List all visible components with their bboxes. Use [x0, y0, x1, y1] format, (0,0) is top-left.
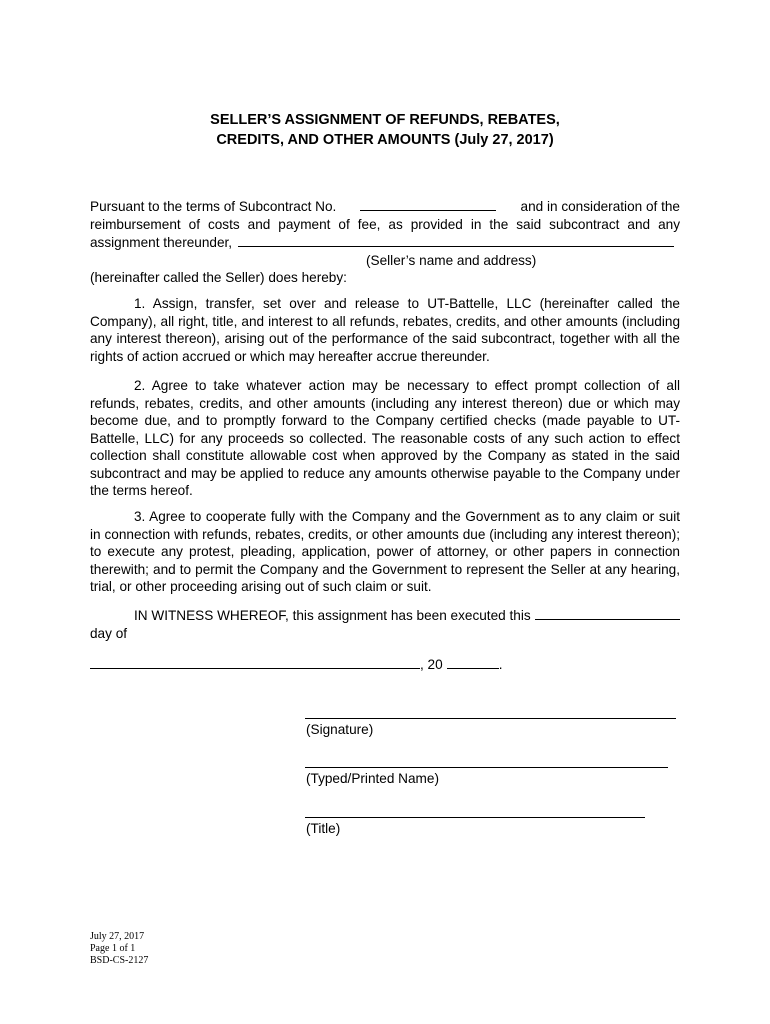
subcontract-number-field[interactable]: [360, 197, 496, 211]
intro-text-1a: Pursuant to the terms of Subcontract No.: [90, 199, 337, 214]
intro-text-2: reimbursement of costs and payment of fee, as provided in the said subcontract and any: [90, 216, 680, 232]
footer-page-number: Page 1 of 1: [90, 943, 136, 954]
paragraph-2: [90, 377, 680, 500]
para2-line-5: collection shall constitute allowable cost when approved by the Company as stated in the said: [90, 448, 680, 463]
intro-text-3: assignment thereunder,: [90, 235, 233, 250]
para2-line-6: subcontract and may be applied to reduce any amounts otherwise payable to the Company under: [90, 465, 680, 481]
para1-line-3: any interest thereon), arising out of the performance of the said subcontract, together with all the: [90, 331, 680, 346]
execution-day-field[interactable]: [535, 606, 680, 620]
witness-text: IN WITNESS WHEREOF, this assignment has been executed this: [134, 608, 531, 623]
para2-line-7: the terms hereof.: [90, 483, 193, 498]
title-line-1: SELLER’S ASSIGNMENT OF REFUNDS, REBATES,: [210, 112, 560, 128]
para2-line-3: become due, and to promptly forward to the Company certified checks (made payable to UT-: [90, 413, 680, 428]
para2-line-2: refunds, rebates, credits, and other amounts (including any interest thereon) due or which may: [90, 395, 680, 411]
para3-line-5: trial, or other proceeding arising out of such claim or suit.: [90, 579, 432, 594]
footer-form-code: BSD-CS-2127: [90, 955, 149, 966]
para3-line-4: therewith; and to permit the Company and the Government to represent the Seller at any hearing,: [90, 561, 680, 577]
execution-month-field[interactable]: [90, 655, 420, 669]
para1-line-2: Company), all right, title, and interest to all refunds, rebates, credits, and other amounts (including: [90, 313, 680, 329]
signature-label: (Signature): [306, 722, 374, 737]
seller-name-caption: (Seller’s name and address): [366, 252, 537, 268]
title-line-2: CREDITS, AND OTHER AMOUNTS (July 27, 2017): [216, 132, 554, 148]
paragraph-3: [90, 508, 680, 596]
date-line: [90, 655, 680, 674]
signature-line[interactable]: [305, 718, 676, 719]
para3-line-3: to execute any protest, pleading, application, power of attorney, or other papers in connection: [90, 544, 680, 559]
page-footer: [90, 931, 148, 967]
intro-text-1b: and in consideration of the: [520, 199, 680, 214]
witness-paragraph: [90, 606, 680, 642]
seller-name-address-field[interactable]: [238, 233, 674, 247]
witness-day-of: day of: [90, 625, 128, 641]
printed-name-line[interactable]: [305, 767, 668, 768]
intro-paragraph: [90, 197, 680, 287]
title-line[interactable]: [305, 817, 645, 818]
para3-line-2: in connection with refunds, rebates, credits, or other amounts due (including any interest thereon);: [90, 526, 680, 542]
year-suffix: .: [498, 657, 503, 672]
execution-year-field[interactable]: [447, 655, 499, 669]
title-label: (Title): [306, 821, 341, 836]
para2-line-1: 2. Agree to take whatever action may be necessary to effect prompt collection of all: [134, 378, 680, 393]
paragraph-1: [90, 295, 680, 365]
document-title: [90, 110, 680, 150]
year-prefix: , 20: [420, 657, 443, 672]
para2-line-4: Battelle, LLC) for any proceeds so collected. The reasonable costs of any such action to effect: [90, 430, 680, 446]
para1-line-1: 1. Assign, transfer, set over and release to UT-Battelle, LLC (hereinafter called the: [134, 296, 680, 311]
footer-date: July 27, 2017: [90, 931, 145, 942]
para1-line-4: rights of action accrued or which may hereafter accrue thereunder.: [90, 348, 490, 364]
para3-line-1: 3. Agree to cooperate fully with the Company and the Government as to any claim or suit: [134, 509, 680, 524]
printed-name-label: (Typed/Printed Name): [306, 771, 439, 786]
intro-text-4: (hereinafter called the Seller) does hereby:: [90, 270, 347, 285]
